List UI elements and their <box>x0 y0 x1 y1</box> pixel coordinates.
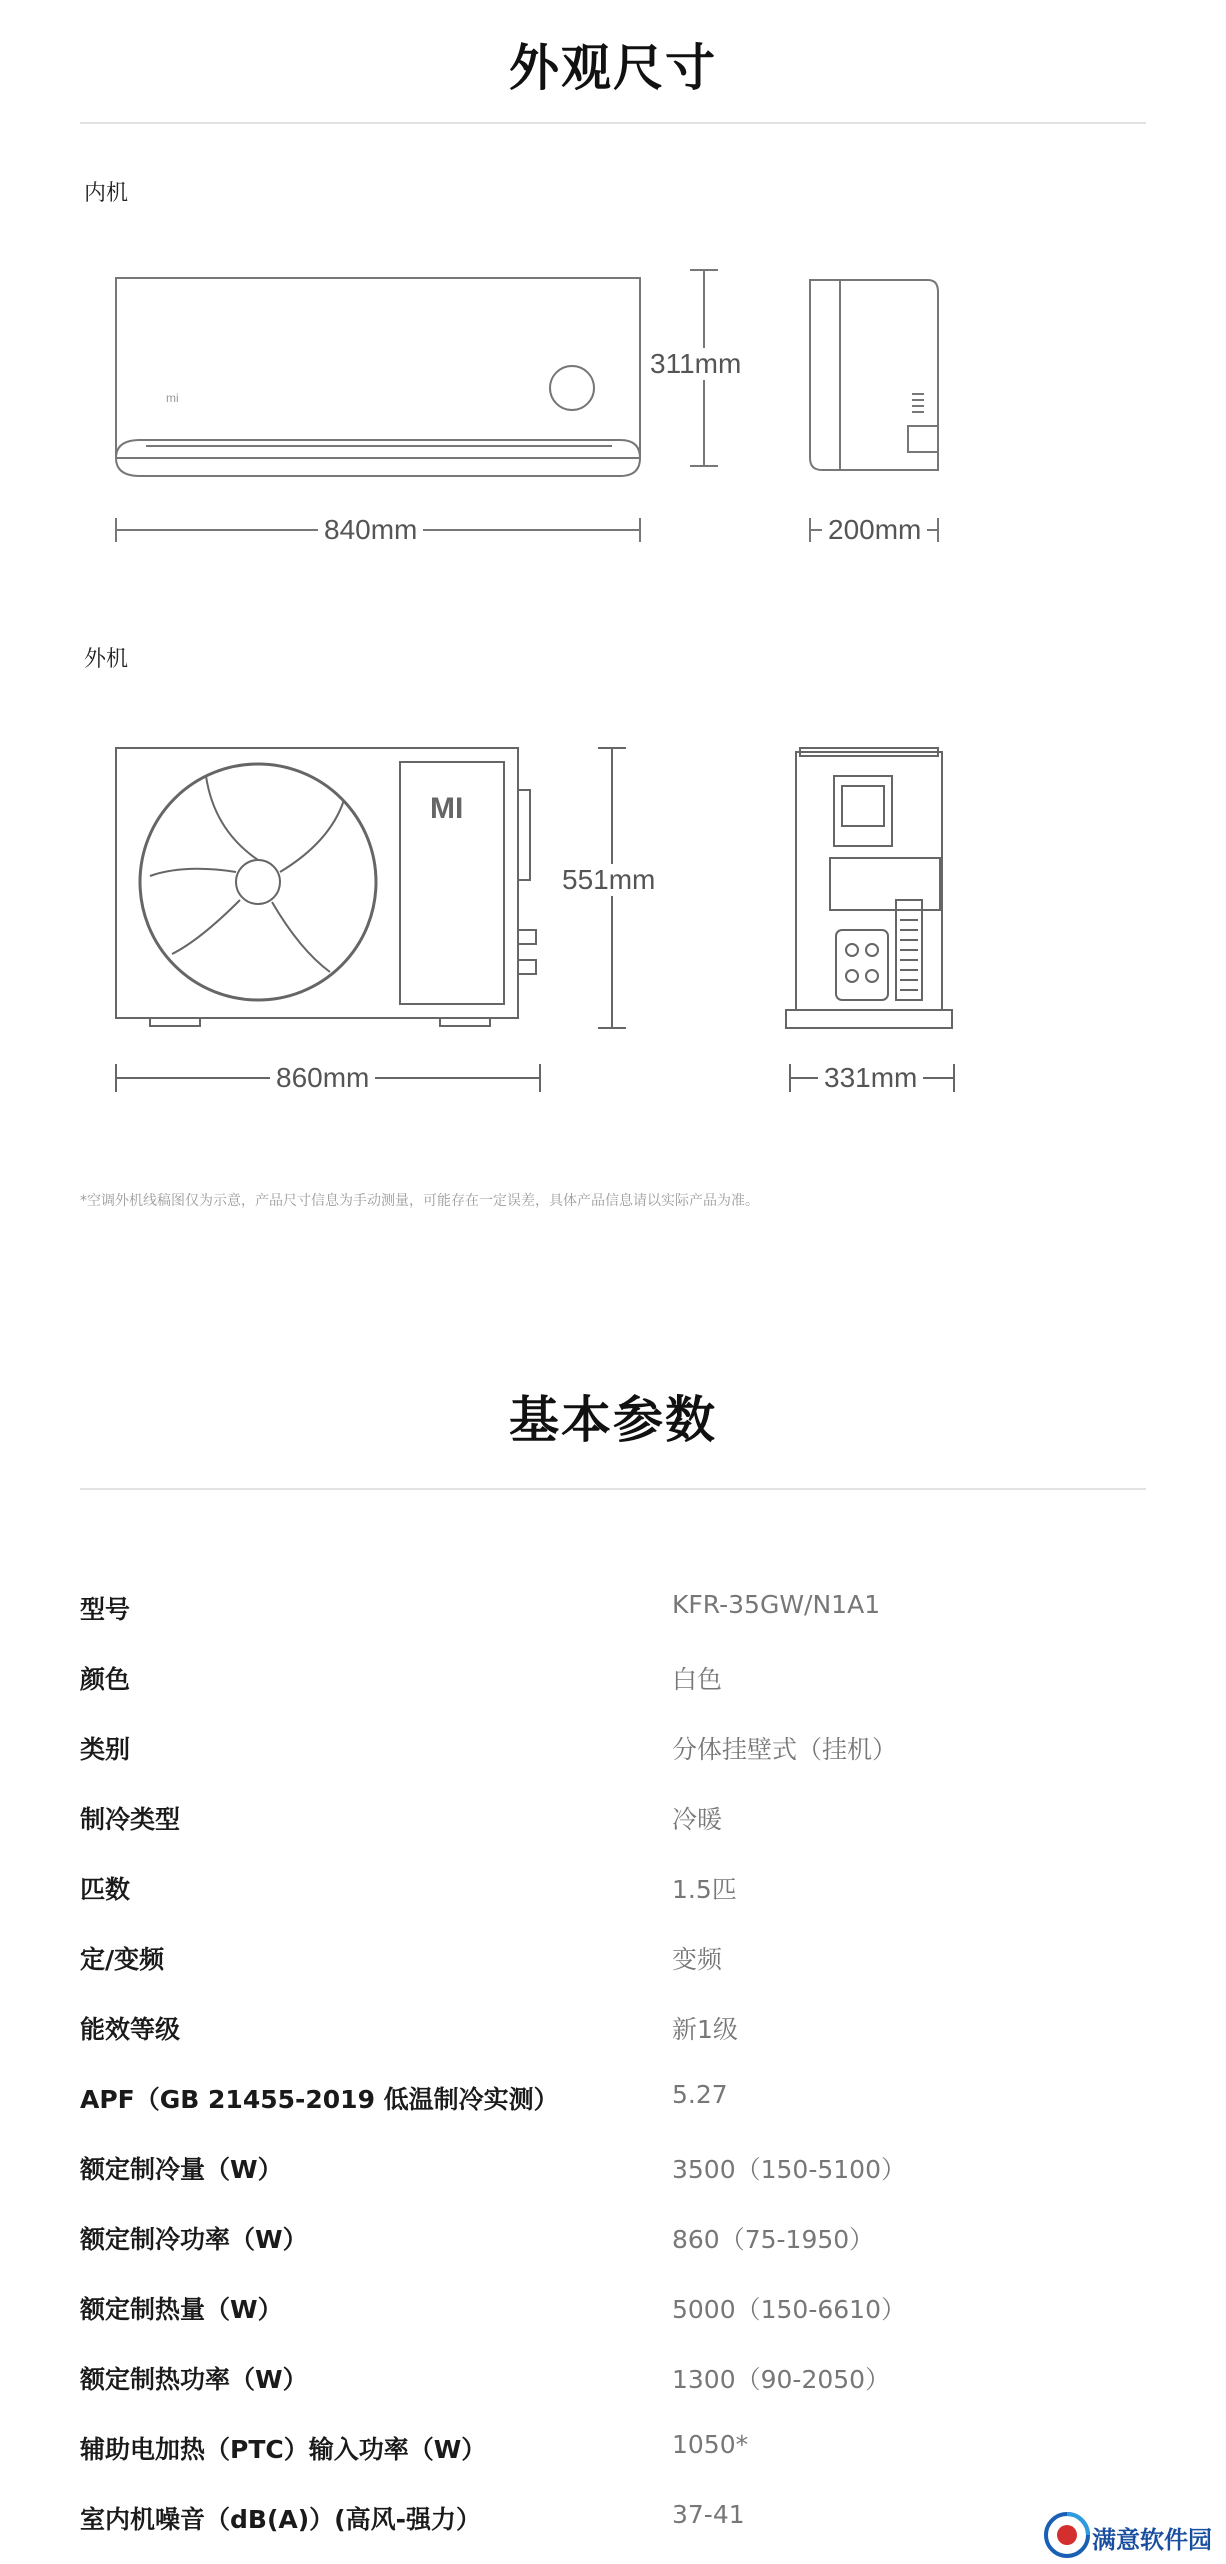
outdoor-height-label: 551mm <box>556 864 661 896</box>
outdoor-unit-label: 外机 <box>84 647 129 672</box>
indoor-width-label: 840mm <box>318 514 423 546</box>
spec-row <box>80 1800 1146 1840</box>
spec-row <box>80 1730 1146 1770</box>
spec-row <box>80 1940 1146 1980</box>
spec-label: 辅助电加热（PTC）输入功率（W） <box>80 2435 487 2464</box>
outdoor-fan-icon <box>140 764 376 1000</box>
watermark-text: 满意软件园 <box>1092 2525 1212 2554</box>
spec-label: 类别 <box>80 1735 131 1764</box>
spec-value: 3500（150-5100） <box>672 2155 906 2184</box>
indoor-logo: mi <box>166 391 179 405</box>
spec-row <box>80 1590 1146 1630</box>
indoor-height-label: 311mm <box>644 348 747 380</box>
indoor-unit-label: 内机 <box>84 181 129 206</box>
spec-value: KFR-35GW/N1A1 <box>672 1590 881 1619</box>
spec-label: 额定制冷量（W） <box>80 2155 283 2184</box>
spec-value: 5.27 <box>672 2080 728 2109</box>
spec-value: 冷暖 <box>672 1805 723 1834</box>
spec-value: 1050* <box>672 2430 749 2459</box>
spec-label: 室内机噪音（dB(A)）(高风-强力） <box>80 2505 481 2534</box>
spec-row <box>80 2150 1146 2190</box>
spec-row <box>80 2290 1146 2330</box>
spec-value: 860（75-1950） <box>672 2225 875 2254</box>
spec-label: 颜色 <box>80 1665 131 1694</box>
spec-row <box>80 2500 1146 2540</box>
spec-value: 新1级 <box>672 2015 738 2044</box>
spec-row <box>80 2430 1146 2470</box>
spec-row <box>80 2010 1146 2050</box>
dimensions-title: 外观尺寸 <box>509 39 717 97</box>
spec-label: 定/变频 <box>80 1945 165 1974</box>
divider <box>80 1488 1146 1490</box>
spec-value: 变频 <box>672 1945 723 1974</box>
spec-value: 1300（90-2050） <box>672 2365 891 2394</box>
spec-label: 能效等级 <box>80 2015 181 2044</box>
spec-value: 37-41 <box>672 2500 745 2529</box>
spec-row <box>80 1870 1146 1910</box>
outdoor-unit-drawing <box>0 0 1226 1120</box>
spec-row <box>80 1660 1146 1700</box>
indoor-depth-label: 200mm <box>822 514 927 546</box>
outdoor-depth-label: 331mm <box>818 1062 923 1094</box>
outdoor-width-label: 860mm <box>270 1062 375 1094</box>
spec-label: 匹数 <box>80 1875 131 1904</box>
spec-row <box>80 2220 1146 2260</box>
watermark-logo-icon <box>1042 2510 1092 2560</box>
spec-row <box>80 2080 1146 2120</box>
specs-title: 基本参数 <box>509 1391 717 1449</box>
spec-value: 分体挂壁式（挂机） <box>672 1735 898 1764</box>
spec-value: 5000（150-6610） <box>672 2295 906 2324</box>
spec-value: 白色 <box>672 1665 723 1694</box>
spec-label: 额定制热量（W） <box>80 2295 283 2324</box>
spec-label: 型号 <box>80 1595 131 1624</box>
spec-value: 1.5匹 <box>672 1875 737 1904</box>
spec-label: 额定制冷功率（W） <box>80 2225 308 2254</box>
spec-label: APF（GB 21455-2019 低温制冷实测） <box>80 2085 559 2114</box>
watermark <box>1038 2506 1226 2564</box>
spec-row <box>80 2360 1146 2400</box>
spec-label: 额定制热功率（W） <box>80 2365 308 2394</box>
outdoor-unit-body <box>116 748 518 1018</box>
outdoor-logo: MI <box>430 792 464 825</box>
disclaimer-note: *空调外机线稿图仅为示意，产品尺寸信息为手动测量，可能存在一定误差，具体产品信息请以实际产品为准。 <box>80 1193 759 1209</box>
spec-label: 制冷类型 <box>80 1805 181 1834</box>
